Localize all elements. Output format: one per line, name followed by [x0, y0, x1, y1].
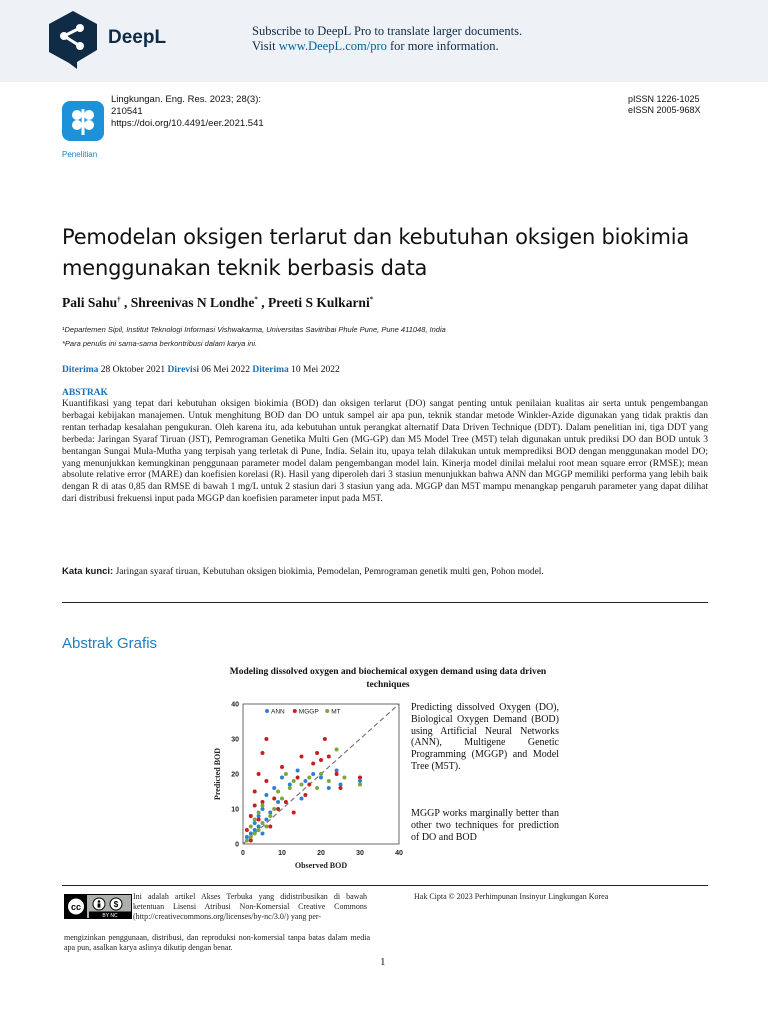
data-point-ann: [249, 832, 253, 836]
data-point-mggp: [245, 828, 249, 832]
leaf-icon: [62, 101, 104, 141]
figure-conclusion: MGGP works marginally better than other two techniques for prediction of DO and BOD: [411, 808, 559, 843]
data-point-mt: [249, 825, 253, 829]
data-point-ann: [319, 776, 323, 780]
data-point-ann: [311, 772, 315, 776]
received-date: 28 Oktober 2021: [100, 365, 166, 375]
scatter-chart: [210, 698, 410, 908]
abstract-heading: ABSTRAK: [62, 388, 108, 398]
accepted-date: 10 Mei 2022: [291, 365, 340, 375]
data-point-ann: [272, 786, 276, 790]
data-point-mt: [300, 783, 304, 787]
copyright: Hak Cipta © 2023 Perhimpunan Insinyur Lingkungan Korea: [414, 892, 609, 901]
data-point-ann: [264, 818, 268, 822]
data-point-mggp: [253, 790, 257, 794]
y-tick-label: 10: [231, 806, 239, 814]
data-point-ann: [335, 769, 339, 773]
author-mark: *: [369, 295, 374, 304]
data-point-mggp: [264, 779, 268, 783]
svg-text:cc: cc: [70, 902, 82, 912]
accepted-label: Diterima: [252, 365, 289, 375]
revised-label: Direvisi: [167, 365, 200, 375]
citation: [111, 94, 311, 130]
legend-marker: [325, 709, 329, 713]
y-tick-label: 20: [231, 771, 239, 779]
affiliations: [62, 323, 722, 351]
data-point-mt: [253, 818, 257, 822]
article-number: 210541: [111, 106, 143, 117]
data-point-mggp: [272, 797, 276, 801]
banner-visit-text: Visit: [252, 39, 279, 53]
license-text: Ini adalah artikel Akses Terbuka yang didistribusikan di bawah ketentuan Lisensi Atribusi Non-Komersial Creative Commons (http://creativecommons.org/licenses/by-nc/3.0/) yang per-: [133, 892, 367, 921]
data-point-mt: [315, 786, 319, 790]
pissn: pISSN 1226-1025: [628, 94, 700, 104]
data-point-ann: [253, 821, 257, 825]
cc-license-badge-icon: [64, 894, 132, 919]
y-tick-label: 0: [235, 841, 239, 849]
x-axis-label: Observed BOD: [294, 861, 348, 870]
data-point-mggp: [358, 776, 362, 780]
data-point-mt: [264, 825, 268, 829]
data-point-mggp: [327, 755, 331, 759]
data-point-mt: [342, 776, 346, 780]
data-point-mggp: [253, 804, 257, 808]
deepl-brand: DeepL: [108, 27, 167, 48]
cc-by-nc-icon: [65, 895, 131, 918]
data-point-mggp: [276, 807, 280, 811]
legend-label: MT: [331, 708, 341, 716]
author-list: Pali Sahu† , Shreenivas N Londhe* , Preeti S Kulkarni*: [62, 295, 374, 310]
divider: [62, 602, 708, 603]
author-name: Shreenivas N Londhe: [130, 295, 255, 310]
data-point-ann: [261, 807, 265, 811]
keywords-label: Kata kunci:: [62, 566, 114, 577]
data-point-mt: [280, 797, 284, 801]
legend-label: MGGP: [298, 708, 319, 716]
legend-marker: [265, 709, 269, 713]
data-point-ann: [268, 811, 272, 815]
data-point-mt: [307, 776, 311, 780]
graphical-abstract-heading: Abstrak Grafis: [62, 635, 158, 652]
data-point-mt: [327, 779, 331, 783]
data-point-mt: [261, 804, 265, 808]
data-point-mggp: [249, 839, 253, 843]
data-point-mggp: [323, 737, 327, 741]
banner-info-text: for more information.: [386, 39, 499, 53]
graphical-abstract: [210, 664, 566, 874]
data-point-mggp: [249, 814, 253, 818]
received-label: Diterima: [62, 365, 99, 375]
data-point-mggp: [284, 800, 288, 804]
data-point-mggp: [292, 811, 296, 815]
svg-text:$: $: [113, 900, 119, 909]
data-point-ann: [296, 769, 300, 773]
data-point-mggp: [300, 755, 304, 759]
x-tick-label: 20: [317, 850, 325, 857]
issn-block: [628, 94, 701, 116]
figure-title: Modeling dissolved oxygen and biochemical oxygen demand using data driven techniques: [229, 667, 547, 690]
data-point-mt: [249, 835, 253, 839]
data-point-ann: [253, 828, 257, 832]
article-dates: [62, 365, 340, 375]
data-point-mt: [292, 779, 296, 783]
x-tick-label: 40: [395, 850, 403, 857]
revised-date: 06 Mei 2022: [201, 365, 250, 375]
x-tick-label: 30: [356, 850, 364, 857]
deepl-pro-link[interactable]: www.DeepL.com/pro: [278, 39, 387, 53]
data-point-mt: [245, 839, 249, 843]
deepl-banner: [0, 0, 768, 82]
data-point-mggp: [307, 783, 311, 787]
data-point-mggp: [303, 793, 307, 797]
data-point-ann: [261, 832, 265, 836]
data-point-mt: [257, 828, 261, 832]
data-point-mt: [272, 807, 276, 811]
data-point-mggp: [261, 800, 265, 804]
data-point-ann: [264, 793, 268, 797]
data-point-ann: [303, 779, 307, 783]
data-point-ann: [276, 800, 280, 804]
data-point-mt: [319, 772, 323, 776]
data-point-ann: [257, 814, 261, 818]
abstract-body: Kuantifikasi yang tepat dari kebutuhan oksigen biokimia (BOD) dan oksigen terlarut (DO) sangat penting untuk penilaian kualitas air serta untuk pengembangan berbagai kebijakan manajemen. Untuk menghitung BOD dan DO untuk sampel air apa pun, teknik standar metode Winkler-Azide digunakan yang tidak praktis dan rentan terhadap kesalahan pengukuran. Oleh karena itu, ada kebutuhan untuk perangkat alternatif Data Driven Technique (DDT). Dalam penelitian ini, tiga DDT yang berbeda: Jaringan Syaraf Tiruan (JST), Pemrograman Genetika Multi Gen (MG-GP) dan M5 Model Tree (M5T) telah digunakan untuk prediksi DO dan BOD untuk 3 bentangan Sungai Mula-Mutha yang terpisah yang terletak di Pune, India. Selain itu, upaya telah dilakukan untuk memprediksi BOD dengan menggunakan model DO; yang menunjukkan kemungkinan penggunaan parameter model dalam pengembangan model lain. Kinerja model dinilai melalui root mean square error (RMSE); mean absolute relative error (MARE) dan koefisien korelasi (R). Hasil yang diperoleh dari 3 stasiun menunjukkan bahwa ANN dan MGGP memiliki performa yang lebih baik dengan R di atas 0,85 dan RMSE di bawah 1 mg/L untuk 2 stasiun dari 3 stasiun yang ada. MGGP dan M5T mampu menangkap pengaruh parameter yang dapat dilihat dari distribusi frekuensi input pada MGGP dan koefisien parameter input pada M5T.: [62, 399, 708, 505]
data-point-mt: [335, 748, 339, 752]
data-point-mt: [358, 783, 362, 787]
banner-message: [252, 24, 522, 54]
data-point-ann: [358, 779, 362, 783]
data-point-mggp: [311, 762, 315, 766]
license-text-continued: mengizinkan penggunaan, distribusi, dan reproduksi non-komersial tanpa batas dalam media apa pun, asalkan karya aslinya dikutip dengan benar.: [64, 933, 370, 952]
journal-citation: Lingkungan. Eng. Res. 2023; 28(3):: [111, 94, 261, 105]
x-tick-label: 10: [278, 850, 286, 857]
author-name: Pali Sahu: [62, 295, 118, 310]
banner-line-1: Subscribe to DeepL Pro to translate larger documents.: [252, 24, 523, 38]
data-point-mt: [284, 772, 288, 776]
data-point-ann: [245, 835, 249, 839]
doi-link[interactable]: https://doi.org/10.4491/eer.2021.541: [111, 118, 264, 129]
data-point-mggp: [264, 737, 268, 741]
data-point-mt: [261, 821, 265, 825]
x-tick-label: 0: [241, 850, 245, 857]
data-point-mggp: [257, 818, 261, 822]
data-point-ann: [300, 797, 304, 801]
author-name: Preeti S Kulkarni: [267, 295, 370, 310]
journal-logo-icon: [62, 101, 104, 141]
eissn: eISSN 2005-968X: [628, 105, 701, 115]
data-point-mt: [253, 832, 257, 836]
data-point-ann: [257, 825, 261, 829]
data-point-mggp: [296, 776, 300, 780]
data-point-ann: [339, 783, 343, 787]
data-point-mt: [288, 786, 292, 790]
data-point-mggp: [315, 751, 319, 755]
author-mark: †: [117, 295, 121, 304]
keywords: [62, 566, 708, 577]
data-point-ann: [288, 783, 292, 787]
data-point-mggp: [280, 765, 284, 769]
article-title: Pemodelan oksigen terlarut dan kebutuhan oksigen biokimia menggunakan teknik berbasis data: [62, 225, 690, 280]
figure-description: Predicting dissolved Oxygen (DO), Biological Oxygen Demand (BOD) using Artificial Neural Networks (ANN), Multigene Genetic Programming (MGGP) and Model Tree (M5T).: [411, 702, 559, 772]
y-axis-label: Predicted BOD: [213, 747, 222, 801]
affiliation-line: ¹Departemen Sipil, Institut Teknologi Informasi Vishwakarma, Universitas Savitribai Phule Pune, Pune 411048, India: [62, 325, 446, 334]
data-point-mggp: [268, 825, 272, 829]
data-point-ann: [280, 776, 284, 780]
y-tick-label: 40: [231, 701, 239, 709]
data-point-mggp: [257, 772, 261, 776]
legend-label: ANN: [271, 708, 285, 716]
article-type: Penelitian: [62, 150, 98, 159]
data-point-mt: [257, 811, 261, 815]
footer-divider: [62, 885, 708, 886]
deepl-logo-icon: [47, 10, 99, 70]
data-point-mt: [276, 790, 280, 794]
author-mark: *: [254, 295, 258, 304]
data-point-mggp: [335, 772, 339, 776]
page-number: 1: [380, 956, 386, 968]
svg-text:BY NC: BY NC: [102, 913, 118, 918]
data-point-mt: [268, 814, 272, 818]
legend-marker: [293, 709, 297, 713]
equal-contribution-note: *Para penulis ini sama-sama berkontribusi dalam karya ini.: [62, 339, 258, 348]
y-tick-label: 30: [231, 736, 239, 744]
data-point-mggp: [319, 758, 323, 762]
data-point-ann: [327, 786, 331, 790]
keywords-text: Jaringan syaraf tiruan, Kebutuhan oksigen biokimia, Pemodelan, Pemrograman genetik multi gen, Pohon model.: [115, 567, 544, 577]
data-point-mggp: [339, 786, 343, 790]
data-point-mggp: [261, 751, 265, 755]
banner-line-2: [252, 39, 522, 54]
